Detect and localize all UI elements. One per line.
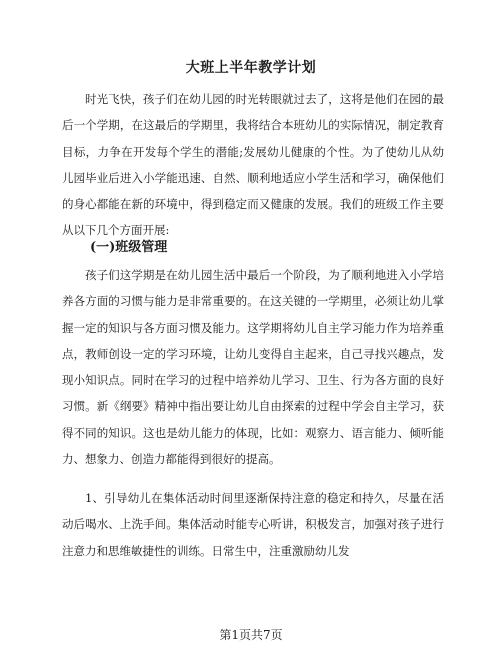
item-1-paragraph: 1、引导幼儿在集体活动时间里逐渐保持注意的稳定和持久，尽量在活动后喝水、上洗手间。集体活动时能专心听讲，积极发言，加强对孩子进行注意力和思维敏捷性的训练。日常生中，注重激励幼儿发: [62, 491, 444, 558]
intro-paragraph: 时光飞快，孩子们在幼儿园的时光转眼就过去了，这将是他们在园的最后一个学期，在这最后的学期里，我将结合本班幼儿的实际情况，制定教育目标，力争在开发每个学生的潜能;发展幼儿健康的个性。为了使幼儿从幼儿园毕业后进入小学能迅速、自然、顺利地适应小学生活和学习，确保他们的身心都能在新的环境中，得到稳定而又健康的发展。我们的班级工作主要从以下几个方面开展:: [62, 92, 444, 238]
page-number-footer: 第1页共7页: [219, 628, 283, 642]
section-heading-class-management: (一)班级管理: [90, 240, 168, 255]
document-title: 大班上半年教学计划: [185, 60, 317, 76]
class-management-paragraph: 孩子们这学期是在幼儿园生活中最后一个阶段，为了顺利地进入小学培养各方面的习惯与能力是非常重要的。在这关键的一学期里，必须让幼儿掌握一定的知识与各方面习惯及能力。这学期将幼儿自主学习能力作为培养重点，教师创设一定的学习环境，让幼儿变得自主起来，自己寻找兴趣点，发现小知识点。同时在学习的过程中培养幼儿学习、卫生、行为各方面的良好习惯。新《纲要》精神中指出要让幼儿自由探索的过程中学会自主学习，获得不同的知识。这也是幼儿能力的体现，比如：观察力、语言能力、倾听能力、想象力、创造力都能得到很好的提高。: [62, 268, 444, 467]
